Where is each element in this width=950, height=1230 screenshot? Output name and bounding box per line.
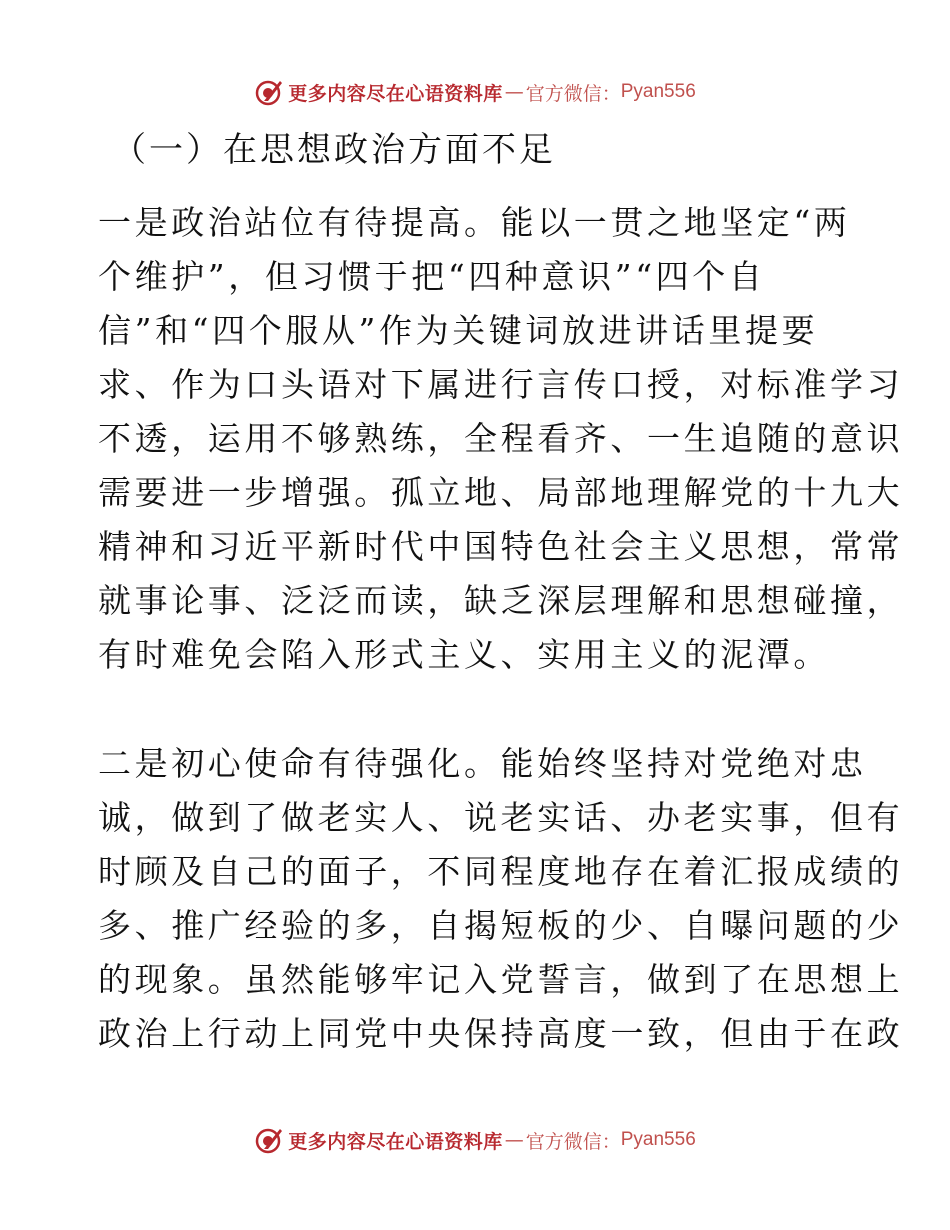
text-line: 二是初心使命有待强化。能始终坚持对党绝对忠 bbox=[98, 744, 867, 783]
header-watermark-banner bbox=[0, 72, 950, 112]
text-line: 就事论事、泛泛而读，缺乏深层理解和思想碰撞， bbox=[98, 581, 904, 620]
banner-separator: — bbox=[504, 1129, 524, 1151]
banner-official-label: 官方微信： bbox=[525, 82, 621, 105]
banner-wechat-id: Pyan556 bbox=[620, 1129, 696, 1150]
text-line: 诚，做到了做老实人、说老实话、办老实事，但有 bbox=[98, 798, 904, 837]
banner-wechat-id: Pyan556 bbox=[620, 81, 696, 102]
text-line: 一是政治站位有待提高。能以一贯之地坚定“两 bbox=[98, 203, 851, 242]
paragraph-political-stance bbox=[98, 196, 904, 682]
text-line: 多、推广经验的多，自揭短板的少、自曝问题的少 bbox=[98, 906, 904, 945]
banner-brand-text: 更多内容尽在心语资料库 bbox=[288, 1130, 503, 1153]
footer-watermark-banner bbox=[0, 1120, 950, 1160]
paragraph-original-mission bbox=[98, 737, 904, 1061]
text-line: 有时难免会陷入形式主义、实用主义的泥潭。 bbox=[98, 635, 830, 674]
text-line: 政治上行动上同党中央保持高度一致，但由于在政 bbox=[98, 1014, 904, 1053]
section-heading: （一）在思想政治方面不足 bbox=[112, 130, 556, 170]
text-line: 需要进一步增强。孤立地、局部地理解党的十九大 bbox=[98, 473, 904, 512]
banner-official-label: 官方微信： bbox=[525, 1130, 621, 1153]
text-line: 信”和“四个服从”作为关键词放进讲话里提要 bbox=[98, 311, 819, 350]
banner-separator: — bbox=[504, 81, 524, 103]
quill-logo-icon bbox=[254, 77, 284, 107]
text-line: 不透，运用不够熟练，全程看齐、一生追随的意识 bbox=[98, 419, 904, 458]
text-line: 求、作为口头语对下属进行言传口授，对标准学习 bbox=[98, 365, 904, 404]
text-line: 个维护”，但习惯于把“四种意识”“四个自 bbox=[98, 257, 766, 296]
text-line: 的现象。虽然能够牢记入党誓言，做到了在思想上 bbox=[98, 960, 904, 999]
banner-brand-text: 更多内容尽在心语资料库 bbox=[288, 82, 503, 105]
quill-logo-icon bbox=[254, 1125, 284, 1155]
text-line: 精神和习近平新时代中国特色社会主义思想，常常 bbox=[98, 527, 904, 566]
text-line: 时顾及自己的面子，不同程度地存在着汇报成绩的 bbox=[98, 852, 904, 891]
